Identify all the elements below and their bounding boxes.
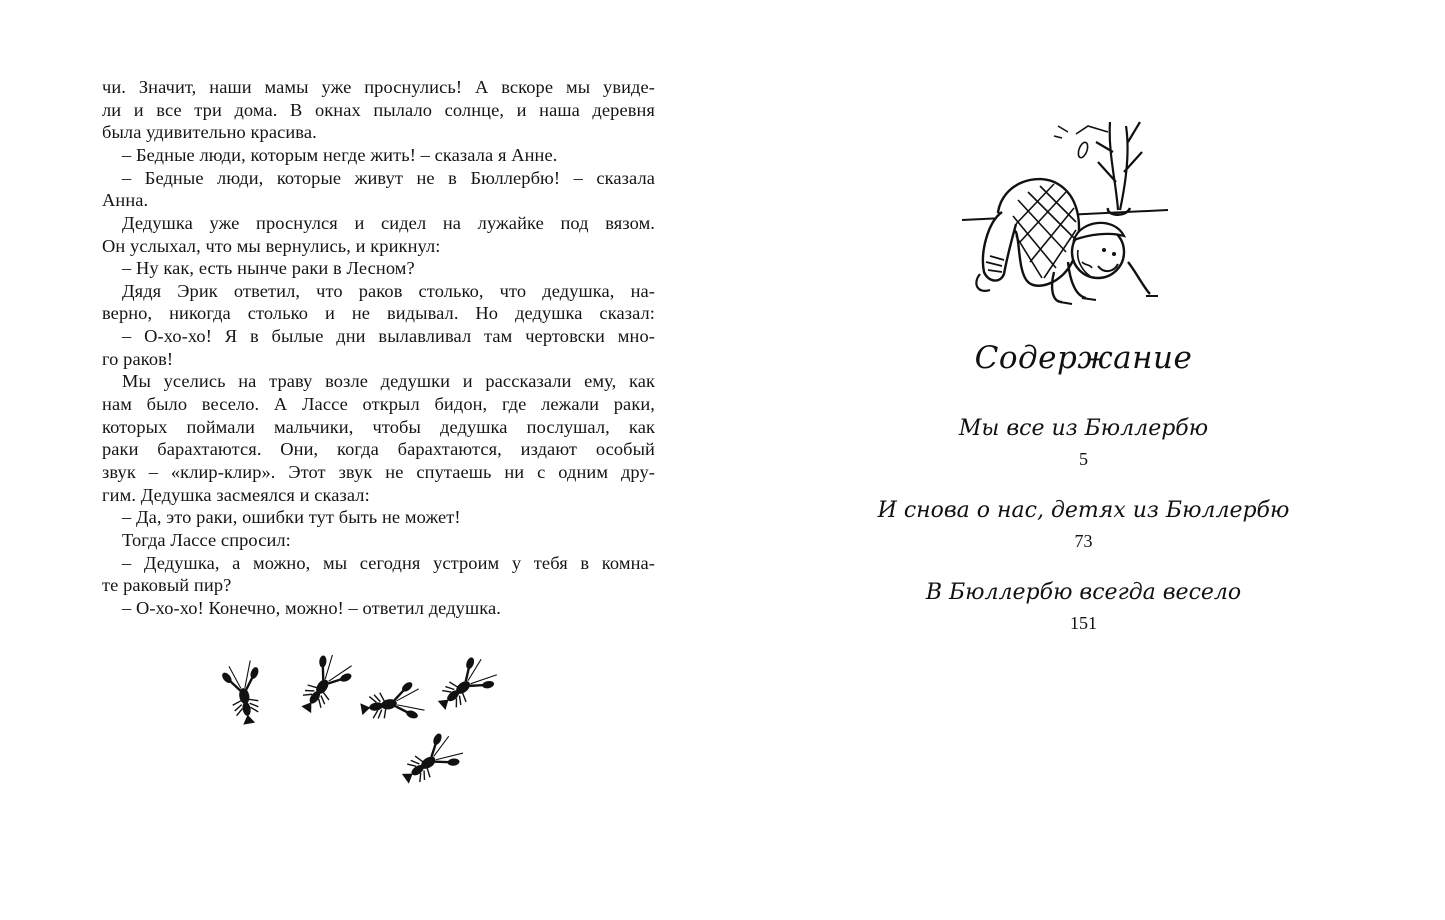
crayfish-2 — [290, 655, 359, 721]
text-line: – О-хо-хо! Конечно, можно! – ответил дедушка. — [122, 597, 501, 618]
right-page — [722, 0, 1445, 920]
text-line: Мы уселись на траву возле дедушки и рассказали ему, как — [122, 371, 655, 392]
text-line: ли и все три дома. В окнах пылало солнце, и наша деревня — [102, 99, 655, 120]
text-line: была удивительно красива. — [102, 122, 317, 143]
crayfish-4 — [429, 655, 502, 721]
toc-entry-page: 151 — [1070, 613, 1097, 633]
text-line: – Дедушка, а можно, мы сегодня устроим у тебя в комна- — [122, 552, 655, 573]
text-line: нам было весело. А Лассе открыл бидон, где лежали раки, — [102, 394, 655, 415]
text-line: Дядя Эрик ответил, что раков столько, что дедушка, на- — [122, 280, 655, 301]
text-line: – О-хо-хо! Я в былые дни вылавливал там чертовски мно- — [122, 326, 655, 347]
child-crawling-illustration — [958, 112, 1188, 312]
crayfish-5 — [394, 727, 468, 796]
crayfish-3 — [358, 679, 426, 729]
text-line: гим. Дедушка засмеялся и сказал: — [102, 484, 370, 505]
text-line: чи. Значит, наши мамы уже проснулись! А вскоре мы увиде- — [102, 77, 655, 97]
toc-entry[interactable] — [722, 580, 1445, 634]
text-line: раки барахтаются. Они, когда барахтаются, издают особый — [102, 439, 655, 460]
crayfish-1 — [219, 659, 269, 727]
toc-title: Содержание — [974, 340, 1193, 376]
text-line: Дедушка уже проснулся и сидел на лужайке под вязом. — [122, 212, 655, 233]
text-line: те раковый пир? — [102, 575, 232, 596]
text-line: – Ну как, есть нынче раки в Лесном? — [122, 258, 415, 279]
text-line: Тогда Лассе спросил: — [122, 529, 291, 550]
toc-entry-page: 73 — [1074, 531, 1093, 551]
toc-entry[interactable] — [722, 416, 1445, 470]
text-line: – Да, это раки, ошибки тут быть не может! — [122, 507, 461, 528]
text-line: Анна. — [102, 190, 149, 211]
toc-entry[interactable] — [722, 498, 1445, 552]
left-page — [0, 0, 722, 920]
toc-entry-title: В Бюллербю всегда весело — [925, 580, 1242, 605]
text-line: Он услыхал, что мы вернулись, и крикнул: — [102, 235, 441, 256]
crayfish-illustration — [205, 655, 505, 805]
text-line: звук – «клир-клир». Этот звук не спутаешь ни с одним дру- — [102, 461, 655, 482]
text-line: верно, никогда столько и не видывал. Но дедушка сказал: — [102, 303, 655, 324]
toc-entry-title: Мы все из Бюллербю — [958, 416, 1209, 441]
text-line: которых поймали мальчики, чтобы дедушка послушал, как — [102, 416, 655, 437]
story-text — [102, 76, 655, 620]
text-line: – Бедные люди, которым негде жить! – сказала я Анне. — [122, 144, 558, 165]
text-line: го раков! — [102, 348, 174, 369]
toc-entry-title: И снова о нас, детях из Бюллербю — [877, 498, 1290, 523]
text-line: – Бедные люди, которые живут не в Бюллербю! – сказала — [122, 167, 655, 188]
toc-entry-page: 5 — [1079, 449, 1088, 469]
